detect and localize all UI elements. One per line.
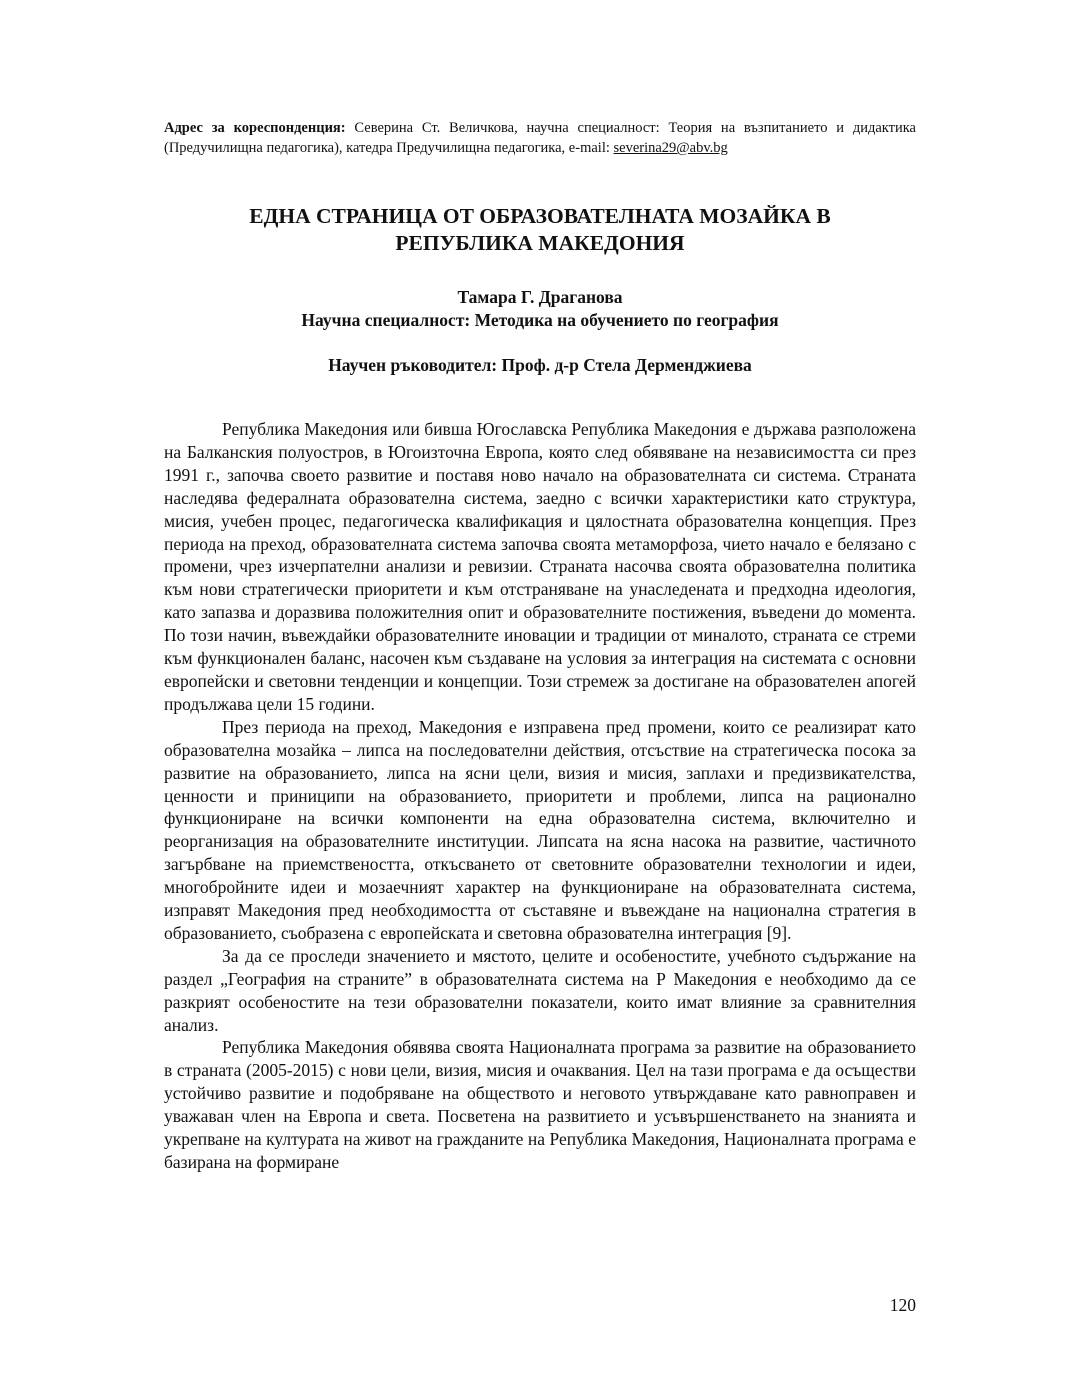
- scientific-advisor: Научен ръководител: Проф. д-р Стела Дерменджиева: [328, 355, 752, 375]
- correspondence-label: Адрес за кореспонденция:: [164, 120, 346, 136]
- title-line-1: ЕДНА СТРАНИЦА ОТ ОБРАЗОВАТЕЛНАТА МОЗАЙКА В: [249, 204, 831, 228]
- paragraph: Република Македония обявява своята Националната програма за развитие на образованието в страната (2005-2015) с нови цели, визия, мисия и очаквания. Цел на тази програма е да осъществи устойчиво развитие и подобряване на обществото и неговото утвърждаване като равноправен и уважаван член на Европа и света. Посветена на развитието и усъвършенстването на знанията и укрепване на културата на живот на гражданите на Република Македония, Националната програма е базирана на формиране: [164, 1037, 916, 1172]
- paragraph: Република Македония или бивша Югославска Република Македония е държава разположена на Балканския полуостров, в Югоизточна Европа, която след обявяване на независимостта си през 1991 г., започва своето развитие и поставя ново начало на образователната си система. Страната наследява федералната образователна система, заедно с всички характеристики като структура, мисия, учебен процес, педагогическа квалификация и цялостната образователна концепция. През периода на преход, образователната система започва своята метаморфоза, чието начало е белязано с промени, чрез изчерпателни анализи и ревизии. Страната насочва своята образователна политика към нови стратегически приоритети и към отстраняване на унаследената и предходна идеология, като запазва и доразвива положителния опит и образователните постижения, въведени до момента. По този начин, въвеждайки образователните иновации и традиции от миналото, страната се стреми към функционален баланс, насочен към създаване на условия за интеграция на системата с основни европейски и световни тенденции и концепции. Този стремеж за достигане на образователен апогей продължава цели 15 години.: [164, 419, 916, 714]
- author-block: [164, 286, 916, 332]
- author-name: Тамара Г. Драганова: [457, 287, 623, 307]
- author-specialty: Научна специалност: Методика на обучението по география: [301, 310, 779, 330]
- title-line-2: РЕПУБЛИКА МАКЕДОНИЯ: [395, 231, 685, 255]
- email-link[interactable]: severina29@abv.bg: [613, 140, 728, 156]
- paragraph: За да се проследи значението и мястото, целите и особеностите, учебното съдържание на раздел „География на страните” в образователната система на Р Македония е необходимо да се разкрият особеностите на тези образователни показатели, които имат влияние за сравнителния анализ.: [164, 945, 916, 1035]
- paragraph: През периода на преход, Македония е изправена пред промени, които се реализират като образователна мозайка – липса на последователни действия, отсъствие на стратегическа посока за развитие на образованието, липса на ясни цели, визия и мисия, заплахи и предизвикателства, ценности и приниципи на образованието, приоритети и проблеми, липса на рационално функциониране на всички компоненти на една образователна система, включително и реорганизация на образователните институции. Липсата на ясна насока на развитие, частичното загърбване на приемствеността, откъсването от световните образователни технологии и идеи, многобройните идеи и мозаечният характер на функциониране на образователната система, изправят Македония пред необходимостта от съставяне и въвеждане на национална стратегия в образованието, съобразена с европейската и световна образователна интеграция [9].: [164, 716, 916, 943]
- page-number: 120: [889, 1295, 916, 1315]
- correspondence-text: Северина Ст. Величкова, научна специалност: Теория на възпитанието и дидактика (Предучилищна педагогика), катедра Предучилищна педагогика, e-mail:: [164, 120, 916, 156]
- correspondence-note: [164, 118, 916, 158]
- article-body: [164, 418, 916, 1174]
- article-title: [164, 203, 916, 257]
